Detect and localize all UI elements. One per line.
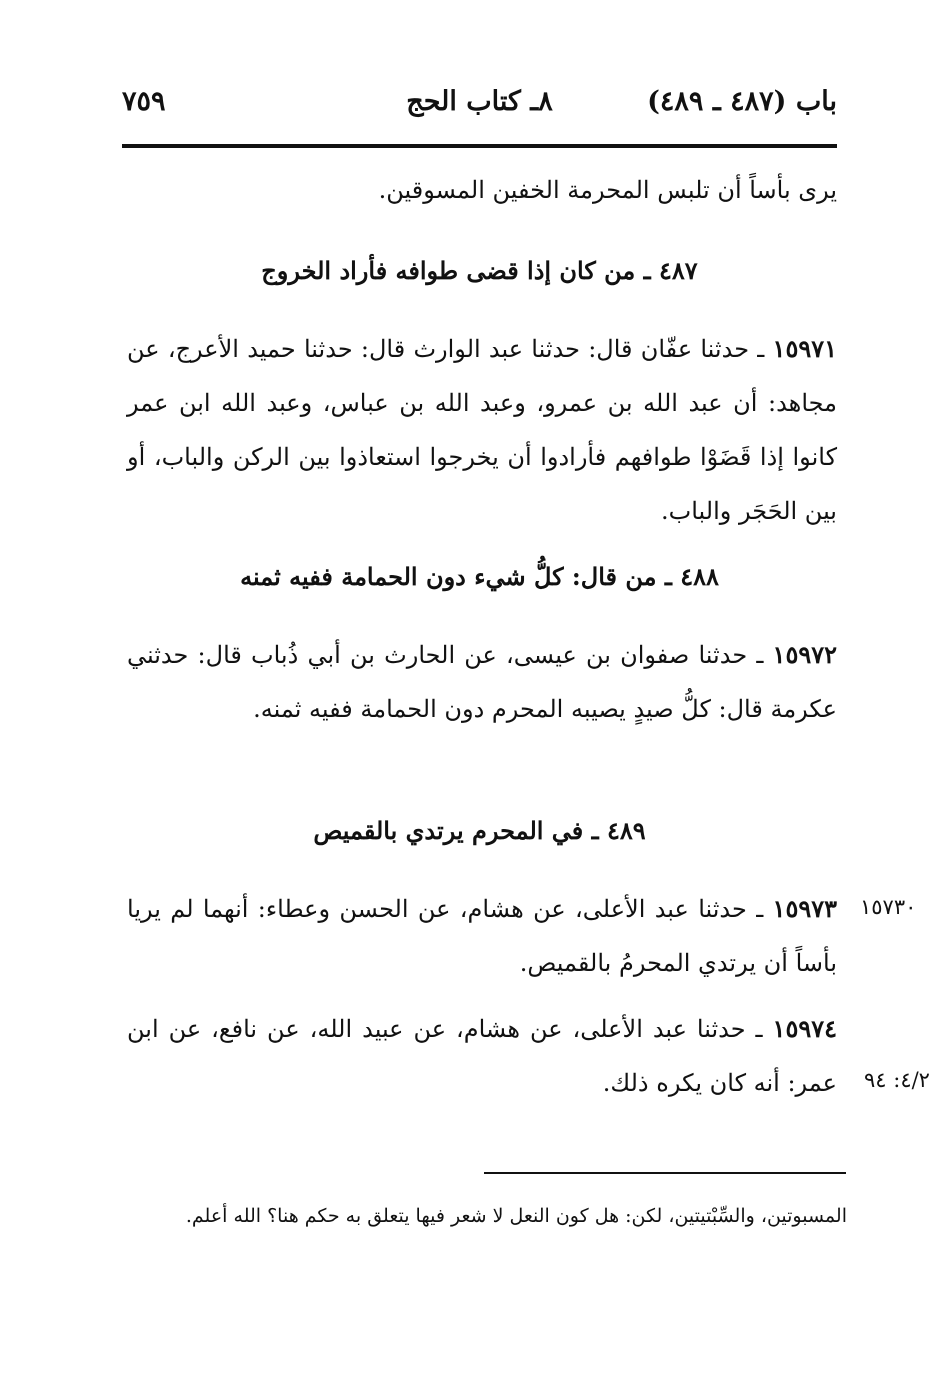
footnote-text: المسبوتين، والسِّبْتيتين، لكن: هل كون النعل لا شعر فيها يتعلق به حكم هنا؟ الله أعلم. — [185, 1205, 847, 1227]
hadith-number: ١٥٩٧٢ — [772, 640, 837, 669]
section-heading-489: ٤٨٩ ـ في المحرم يرتدي بالقميص — [313, 816, 646, 845]
hadith-text: ـ حدثنا عفّان قال: حدثنا عبد الوارث قال: حدثنا حميد الأعرج، عن مجاهد: أن عبد الله بن عمرو، وعبد الله بن عباس، وعبد الله ابن عمر كانوا إذا قَضَوْا طوافهم فأرادوا أن يخرجوا استعاذوا بين الركن والباب، أو بين الحَجَر والباب. — [127, 335, 837, 525]
hadith-number: ١٥٩٧١ — [772, 334, 837, 363]
margin-reference: ٤/٢: ٩٤ — [864, 1068, 930, 1092]
chapter-range: باب (٤٨٧ ـ ٤٨٩) — [647, 86, 837, 117]
intro-text: يرى بأساً أن تلبس المحرمة الخفين المسوقين. — [378, 176, 837, 204]
book-title: ٨ـ كتاب الحج — [406, 86, 553, 117]
footnote-divider — [484, 1172, 846, 1174]
hadith-15973 — [127, 882, 837, 990]
hadith-number: ١٥٩٧٣ — [772, 894, 837, 923]
margin-reference: ١٥٧٣٠ — [860, 895, 917, 919]
page-number: ٧٥٩ — [122, 86, 166, 117]
section-heading-487: ٤٨٧ ـ من كان إذا قضى طوافه فأراد الخروج — [261, 256, 698, 285]
page-header — [122, 86, 837, 142]
intro-paragraph — [127, 163, 837, 217]
hadith-15972 — [127, 628, 837, 736]
header-divider — [122, 144, 837, 148]
section-heading-488: ٤٨٨ ـ من قال: كلُّ شيء دون الحمامة ففيه ثمنه — [240, 562, 719, 591]
hadith-text: ـ حدثنا صفوان بن عيسى، عن الحارث بن أبي ذُباب قال: حدثني عكرمة قال: كلُّ صيدٍ يصيبه المحرم دون الحمامة ففيه ثمنه. — [127, 641, 837, 723]
hadith-text: ـ حدثنا عبد الأعلى، عن هشام، عن عبيد الله، عن نافع، عن ابن عمر: أنه كان يكره ذلك. — [127, 1015, 837, 1097]
hadith-15974 — [127, 1002, 837, 1110]
footnote — [127, 1196, 847, 1236]
hadith-number: ١٥٩٧٤ — [772, 1014, 837, 1043]
hadith-15971 — [127, 322, 837, 538]
hadith-text: ـ حدثنا عبد الأعلى، عن هشام، عن الحسن وعطاء: أنهما لم يريا بأساً أن يرتدي المحرمُ بالقميص. — [127, 895, 837, 977]
